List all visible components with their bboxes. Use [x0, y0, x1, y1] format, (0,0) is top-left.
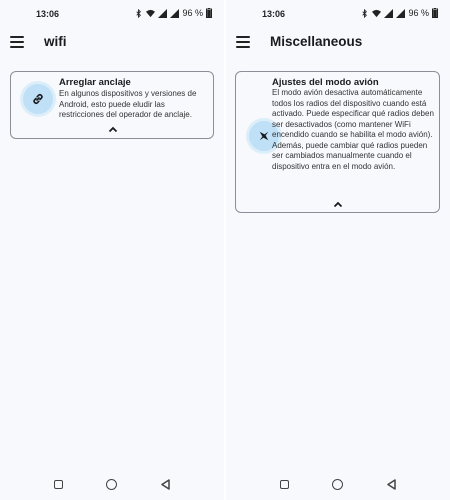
signal-icon-2 [170, 9, 179, 18]
recents-button[interactable] [280, 480, 289, 489]
page-title: Miscellaneous [270, 34, 363, 49]
page-title: wifi [44, 34, 67, 49]
status-bar [0, 0, 224, 28]
menu-icon[interactable] [10, 36, 24, 48]
home-button[interactable] [106, 479, 117, 490]
battery-percent: 96 % [408, 8, 429, 18]
card-description: El modo avión desactiva automáticamente todos los radios del dispositivo cuando está activado. Puede especificar qué radios deben ser desactivados (como mantener WiFi encendido cuando se habilita el modo avión). Además, puede cambiar qué radios pueden ser cambiados manualmente cuando el dispositivo entra en el modo avión. [272, 88, 434, 171]
signal-icon [384, 9, 393, 18]
app-bar [0, 28, 224, 56]
card-title: Arreglar anclaje [59, 77, 131, 88]
recents-button[interactable] [54, 480, 63, 489]
menu-icon[interactable] [236, 36, 250, 48]
wifi-icon [372, 9, 381, 18]
signal-icon [158, 9, 167, 18]
screen-wifi [0, 0, 224, 500]
battery-icon [432, 8, 438, 18]
battery-icon [206, 8, 212, 18]
home-button[interactable] [332, 479, 343, 490]
bluetooth-icon [134, 9, 143, 18]
navigation-bar [0, 472, 224, 500]
wifi-icon [146, 9, 155, 18]
airplane-mode-settings-card[interactable] [235, 71, 440, 213]
status-icons [360, 8, 438, 18]
screen-miscellaneous [226, 0, 450, 500]
card-title: Ajustes del modo avión [272, 77, 379, 88]
status-icons [134, 8, 212, 18]
fix-tethering-card[interactable] [10, 71, 214, 139]
chevron-up-icon[interactable] [106, 125, 120, 134]
card-description: En algunos dispositivos y versiones de Android, esto puede eludir las restricciones del operador de anclaje. [59, 89, 197, 119]
back-button[interactable] [386, 479, 397, 490]
status-time: 13:06 [36, 9, 60, 19]
bluetooth-icon [360, 9, 369, 18]
signal-icon-2 [396, 9, 405, 18]
chevron-up-icon[interactable] [331, 200, 345, 209]
link-icon [23, 84, 53, 114]
status-bar [226, 0, 450, 28]
back-button[interactable] [160, 479, 171, 490]
battery-percent: 96 % [182, 8, 203, 18]
app-bar [226, 28, 450, 56]
status-time: 13:06 [262, 9, 286, 19]
navigation-bar [226, 472, 450, 500]
